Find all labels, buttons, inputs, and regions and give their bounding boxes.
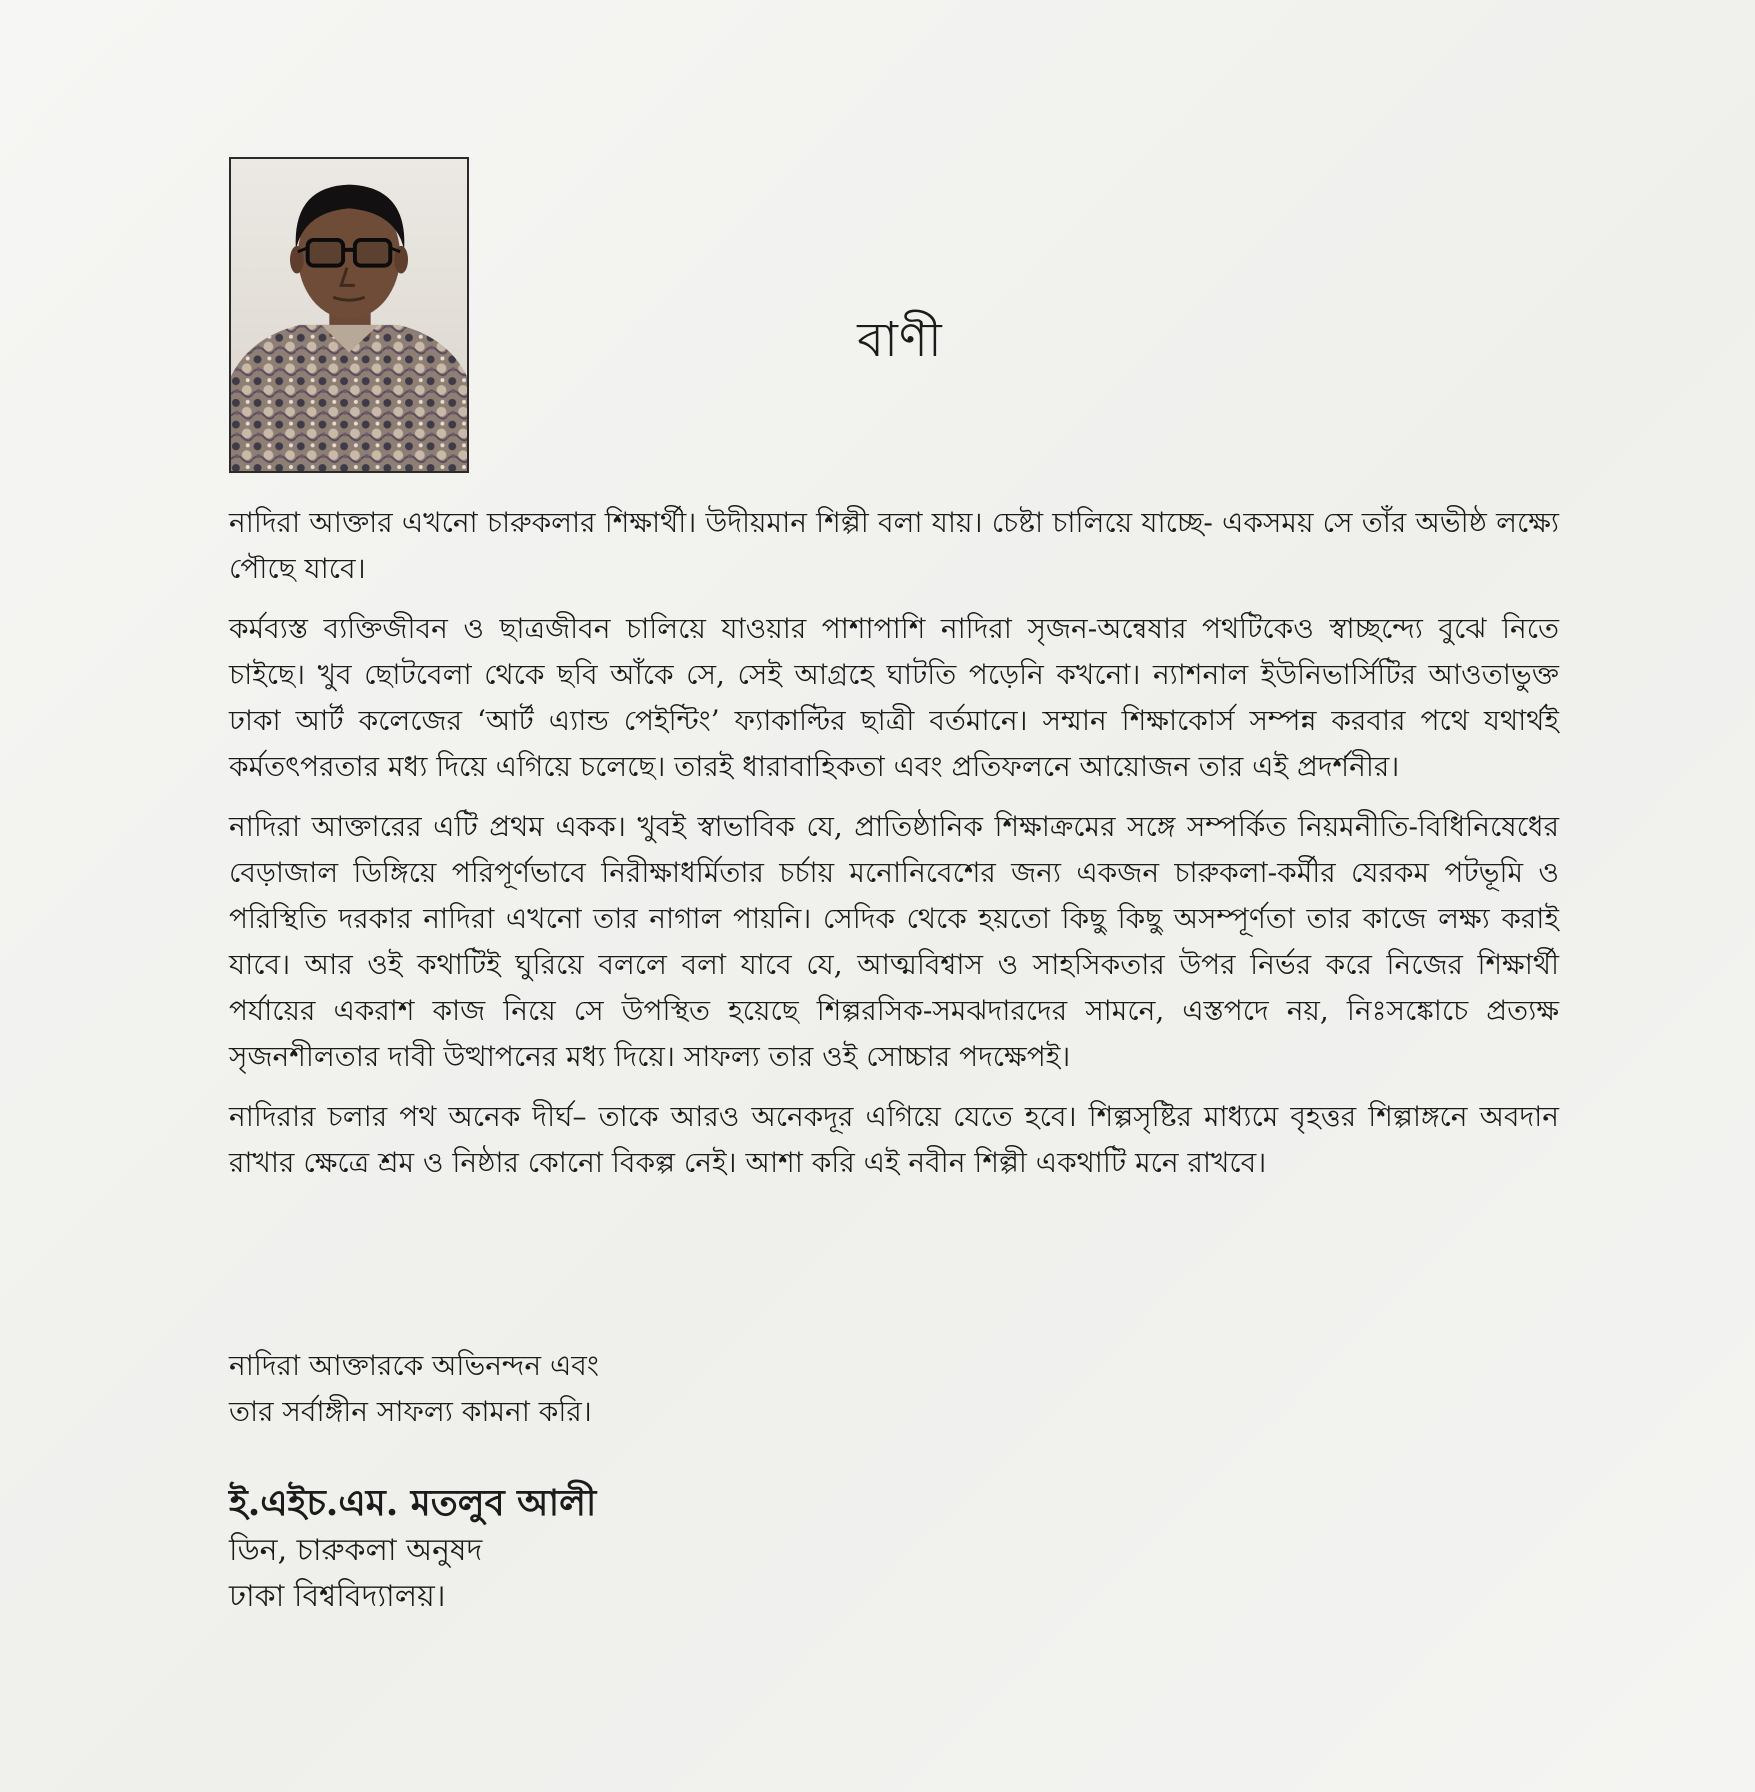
- page-title: বাণী: [857, 312, 943, 368]
- portrait-photo: [229, 157, 469, 473]
- message-body: [229, 500, 1559, 1200]
- paragraph: নাদিরা আক্তার এখনো চারুকলার শিক্ষার্থী। উদীয়মান শিল্পী বলা যায়। চেষ্টা চালিয়ে যাচ্ছে- একসময় সে তাঁর অভীষ্ঠ লক্ষ্যে পৌছে যাবে।: [229, 506, 1559, 585]
- paragraph: কর্মব্যস্ত ব্যক্তিজীবন ও ছাত্রজীবন চালিয়ে যাওয়ার পাশাপাশি নাদিরা সৃজন-অন্বেষার পথটিকেও স্বাচ্ছন্দ্যে বুঝে নিতে চাইছে। খুব ছোটবেলা থেকে ছবি আঁকে সে, সেই আগ্রহে ঘাটতি পড়েনি কখনো। ন্যাশনাল ইউনিভার্সিটির আওতাভুক্ত ঢাকা আর্ট কলেজের ‘আর্ট এ্যান্ড পেইন্টিং’ ফ্যাকাল্টির ছাত্রী বর্তমানে। সম্মান শিক্ষাকোর্স সম্পন্ন করবার পথে যথার্থই কর্মতৎপরতার মধ্য দিয়ে এগিয়ে চলেছে। তারই ধারাবাহিকতা এবং প্রতিফলনে আয়োজন তার এই প্রদর্শনীর।: [229, 612, 1559, 783]
- closing-line: নাদিরা আক্তারকে অভিনন্দন এবং: [229, 1349, 599, 1382]
- signatory-position: ডিন, চারুকলা অনুষদ: [229, 1533, 483, 1568]
- signature-block: [229, 1478, 1029, 1620]
- signatory-institution: ঢাকা বিশ্ববিদ্যালয়।: [229, 1579, 446, 1614]
- signatory-name: ই.এইচ.এম. মতলুব আলী: [229, 1482, 597, 1524]
- paragraph: নাদিরা আক্তারের এটি প্রথম একক। খুবই স্বাভাবিক যে, প্রাতিষ্ঠানিক শিক্ষাক্রমের সঙ্গে সম্পর্কিত নিয়মনীতি-বিধিনিষেধের বেড়াজাল ডিঙ্গিয়ে পরিপূর্ণভাবে নিরীক্ষাধর্মিতার চর্চায় মনোনিবেশের জন্য একজন চারুকলা-কর্মীর যেরকম পটভূমি ও পরিস্থিতি দরকার নাদিরা এখনো তার নাগাল পায়নি। সেদিক থেকে হয়তো কিছু কিছু অসম্পূর্ণতা তার কাজে লক্ষ্য করাই যাবে। আর ওই কথাটিই ঘুরিয়ে বললে বলা যাবে যে, আত্মবিশ্বাস ও সাহসিকতার উপর নির্ভর করে নিজের শিক্ষার্থী পর্যায়ের একরাশ কাজ নিয়ে সে উপস্থিত হয়েছে শিল্পরসিক-সমঝদারদের সামনে, এস্তপদে নয়, নিঃসঙ্কোচে প্রত্যক্ষ সৃজনশীলতার দাবী উত্থাপনের মধ্য দিয়ে। সাফল্য তার ওই সোচ্চার পদক্ষেপই।: [229, 810, 1559, 1073]
- paragraph: নাদিরার চলার পথ অনেক দীর্ঘ– তাকে আরও অনেকদূর এগিয়ে যেতে হবে। শিল্পসৃষ্টির মাধ্যমে বৃহত্তর শিল্পাঙ্গনে অবদান রাখার ক্ষেত্রে শ্রম ও নিষ্ঠার কোনো বিকল্প নেই। আশা করি এই নবীন শিল্পী একথাটি মনে রাখবে।: [229, 1100, 1559, 1179]
- closing-line: তার সর্বাঙ্গীন সাফল্য কামনা করি।: [229, 1395, 592, 1428]
- closing-wishes: [229, 1343, 1029, 1435]
